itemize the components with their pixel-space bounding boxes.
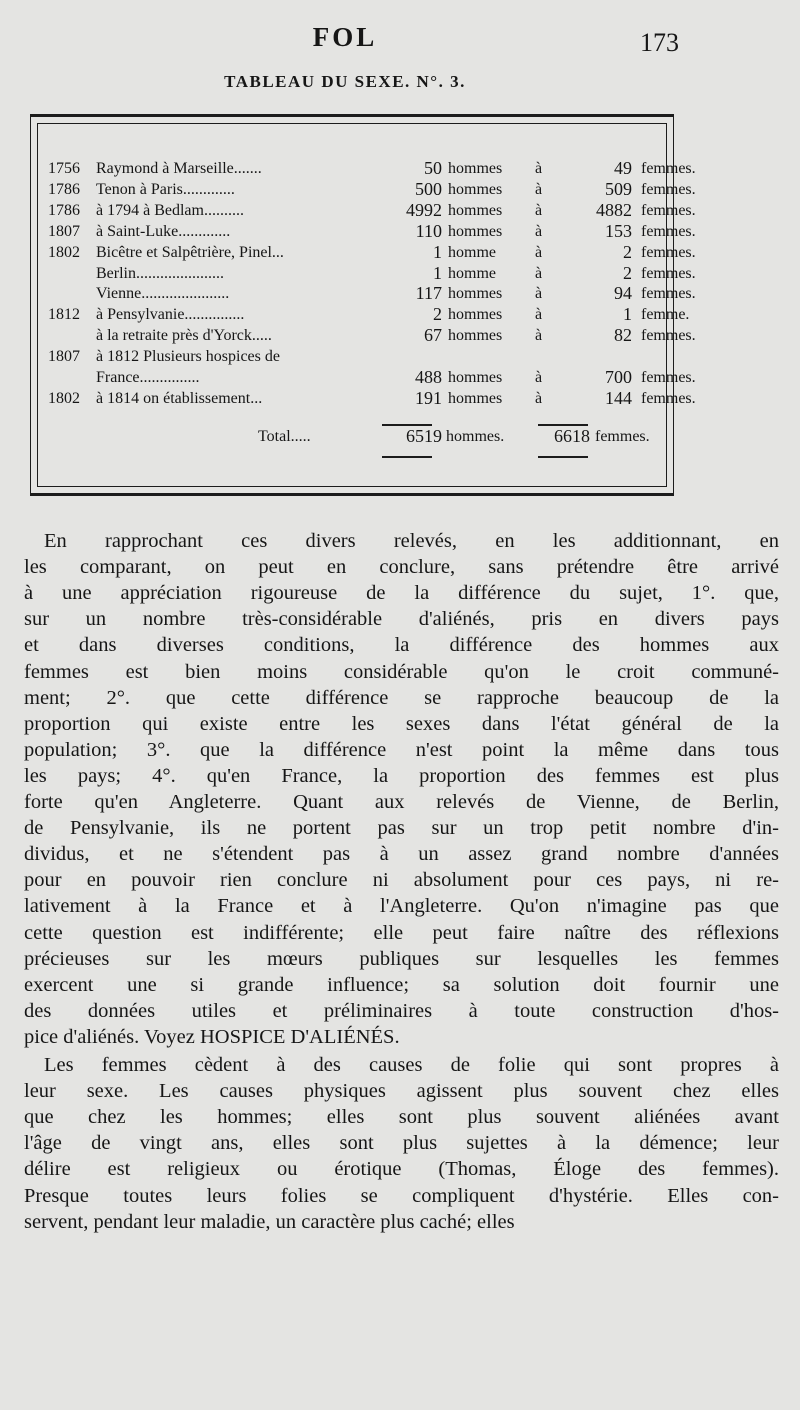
table-row xyxy=(48,387,696,409)
row-label: à 1814 on établissement... xyxy=(96,389,263,407)
text-line: sur un nombre très-considérable d'aliénés, pris en divers pays xyxy=(24,608,779,631)
running-head: FOL xyxy=(312,22,378,52)
text-line: Presque toutes leurs folies se compliquent d'hystérie. Elles con- xyxy=(24,1184,779,1207)
row-men-unit: hommes xyxy=(448,222,503,240)
row-label: Bicêtre et Salpêtrière, Pinel... xyxy=(96,243,284,261)
text-line: Les femmes cèdent à des causes de folie qui sont propres à xyxy=(44,1054,779,1076)
row-label: Raymond à Marseille....... xyxy=(96,160,262,177)
table-row xyxy=(48,178,696,200)
text-line: des données utiles et préliminaires à toute construction d'hos- xyxy=(24,999,779,1022)
row-label: à Pensylvanie............... xyxy=(96,306,245,324)
total-women-count: 6618 xyxy=(554,426,590,446)
row-connector: à xyxy=(535,201,543,219)
total-men-count: 6519 xyxy=(406,426,442,446)
row-men-unit: hommes xyxy=(448,306,503,324)
table-row xyxy=(48,199,696,221)
row-women-unit: femme. xyxy=(641,306,690,324)
table-row xyxy=(48,346,668,367)
total-rule-bottom-men xyxy=(382,456,432,458)
row-women-unit: femmes. xyxy=(641,222,696,240)
row-year: 1786 xyxy=(48,201,80,219)
row-label: à 1794 à Bedlam.......... xyxy=(96,201,244,219)
row-year: 1756 xyxy=(48,160,80,177)
text-line: à une appréciation rigoureuse de la différence du sujet, 1°. que, xyxy=(24,582,779,605)
row-women-count: 153 xyxy=(605,220,632,241)
text-line: proportion qui existe entre les sexes dans l'état général de la xyxy=(24,712,779,735)
row-men-count: 191 xyxy=(415,387,442,408)
row-label: Tenon à Paris............. xyxy=(96,180,235,198)
row-women-count: 2 xyxy=(623,241,632,262)
row-men-count: 2 xyxy=(433,304,442,325)
row-women-unit: femmes. xyxy=(641,180,696,198)
row-women-unit: femmes. xyxy=(641,243,696,261)
row-women-unit: femmes. xyxy=(641,285,696,303)
text-line: les comparant, on peut en conclure, sans prétendre être arrivé xyxy=(24,556,779,579)
table-row xyxy=(48,283,696,304)
row-men-unit: hommes xyxy=(448,285,503,303)
text-line: l'âge de vingt ans, elles sont plus sujettes à la démence; leur xyxy=(24,1132,779,1155)
total-women-unit: femmes. xyxy=(595,428,650,445)
row-connector: à xyxy=(535,306,543,324)
row-women-unit: femmes. xyxy=(641,201,696,219)
row-label: à Saint-Luke............. xyxy=(96,222,231,240)
row-women-count: 94 xyxy=(614,283,632,304)
text-line: de Pensylvanie, ils ne portent pas sur un trop petit nombre d'in- xyxy=(24,817,779,840)
text-line: pour en pouvoir rien conclure ni absolument pour ces pays, ni re- xyxy=(24,869,779,892)
row-year: 1807 xyxy=(48,222,80,240)
row-connector: à xyxy=(535,389,543,407)
row-men-unit: hommes xyxy=(448,327,503,345)
row-women-count: 49 xyxy=(614,158,632,178)
text-line: dividus, et ne s'étendent pas à un assez grand nombre d'années xyxy=(24,843,779,866)
row-men-unit: hommes xyxy=(448,201,503,219)
row-women-unit: femmes. xyxy=(641,327,696,345)
row-women-unit: femmes. xyxy=(641,160,696,177)
row-men-count: 117 xyxy=(415,283,442,304)
row-year: 1802 xyxy=(48,389,80,407)
row-label: Berlin...................... xyxy=(96,264,224,282)
row-women-count: 144 xyxy=(605,387,632,408)
row-men-unit: hommes xyxy=(448,180,503,198)
row-women-unit: femmes. xyxy=(641,369,696,386)
row-connector: à xyxy=(535,327,543,345)
table-row xyxy=(48,262,696,284)
text-line: les pays; 4°. qu'en France, la proportion des femmes est plus xyxy=(24,764,779,787)
row-men-unit: hommes xyxy=(448,369,503,386)
row-connector: à xyxy=(535,222,543,240)
text-line: que chez les hommes; elles sont plus souvent aliénées avant xyxy=(24,1106,779,1129)
total-men-unit: hommes. xyxy=(446,428,505,445)
row-women-unit: femmes. xyxy=(641,264,696,282)
row-year: 1802 xyxy=(48,243,80,261)
row-women-count: 4882 xyxy=(596,199,632,220)
table-row xyxy=(48,304,690,325)
text-line: femmes est bien moins considérable qu'on le croit communé- xyxy=(24,660,779,683)
table-row xyxy=(48,325,696,346)
row-men-count: 500 xyxy=(415,178,442,199)
row-men-count: 50 xyxy=(424,158,442,178)
row-men-count: 1 xyxy=(433,241,442,262)
text-line: et dans diverses conditions, la différence des hommes aux xyxy=(24,634,779,657)
row-men-count: 110 xyxy=(415,220,442,241)
text-line: servent, pendant leur maladie, un caractère plus caché; elles xyxy=(24,1210,515,1233)
text-line: forte qu'en Angleterre. Quant aux relevés de Vienne, de Berlin, xyxy=(24,791,779,813)
text-line: lativement à la France et à l'Angleterre. Qu'on n'imagine pas que xyxy=(24,895,779,918)
total-rule-bottom-women xyxy=(538,456,588,458)
row-label: à la retraite près d'Yorck..... xyxy=(96,327,272,345)
row-women-unit: femmes. xyxy=(641,389,696,407)
total-rule-top-women xyxy=(538,424,588,426)
row-year: 1807 xyxy=(48,348,80,366)
page-number: 173 xyxy=(640,28,679,57)
row-connector: à xyxy=(535,160,543,177)
row-women-count: 509 xyxy=(605,178,632,199)
row-women-count: 2 xyxy=(623,262,632,283)
row-men-count: 67 xyxy=(424,325,442,346)
row-women-count: 1 xyxy=(623,304,632,325)
text-line: En rapprochant ces divers relevés, en les additionnant, en xyxy=(44,530,779,552)
row-label: à 1812 Plusieurs hospices de xyxy=(96,348,280,366)
row-women-count: 700 xyxy=(605,367,632,387)
total-label: Total..... xyxy=(258,428,311,445)
row-connector: à xyxy=(535,243,543,261)
row-men-unit: homme xyxy=(448,264,496,282)
row-connector: à xyxy=(535,264,543,282)
row-year: 1812 xyxy=(48,306,80,324)
table-row xyxy=(48,367,696,388)
total-rule-top-men xyxy=(382,424,432,426)
row-connector: à xyxy=(535,285,543,303)
row-men-count: 4992 xyxy=(406,199,442,220)
row-men-count: 488 xyxy=(415,367,442,387)
row-label: France............... xyxy=(96,369,200,386)
row-connector: à xyxy=(535,369,543,386)
row-label: Vienne...................... xyxy=(96,285,230,303)
row-men-unit: hommes xyxy=(448,160,503,177)
text-line: précieuses sur les mœurs publiques sur lesquelles les femmes xyxy=(24,947,779,970)
row-men-count: 1 xyxy=(433,262,442,283)
text-line: leur sexe. Les causes physiques agissent plus souvent chez elles xyxy=(24,1080,779,1103)
text-line: exercent une si grande influence; sa solution doit fournir une xyxy=(24,973,779,996)
row-year: 1786 xyxy=(48,180,80,198)
table-total-row xyxy=(48,426,668,447)
table-row xyxy=(48,241,696,263)
row-men-unit: homme xyxy=(448,243,496,261)
text-line: ment; 2°. que cette différence se rapproche beaucoup de la xyxy=(24,686,779,709)
text-line: délire est religieux ou érotique (Thomas, Éloge des femmes). xyxy=(24,1158,779,1181)
table-title: TABLEAU DU SEXE. N°. 3. xyxy=(224,72,466,91)
row-connector: à xyxy=(535,180,543,198)
row-women-count: 82 xyxy=(614,325,632,346)
text-line: pice d'aliénés. Voyez HOSPICE D'ALIÉNÉS. xyxy=(24,1025,400,1048)
row-men-unit: hommes xyxy=(448,389,503,407)
text-line: population; 3°. que la différence n'est point la même dans tous xyxy=(24,738,779,761)
table-row xyxy=(48,158,696,179)
table-row xyxy=(48,220,696,242)
text-line: cette question est indifférente; elle peut faire naître des réflexions xyxy=(24,921,779,944)
